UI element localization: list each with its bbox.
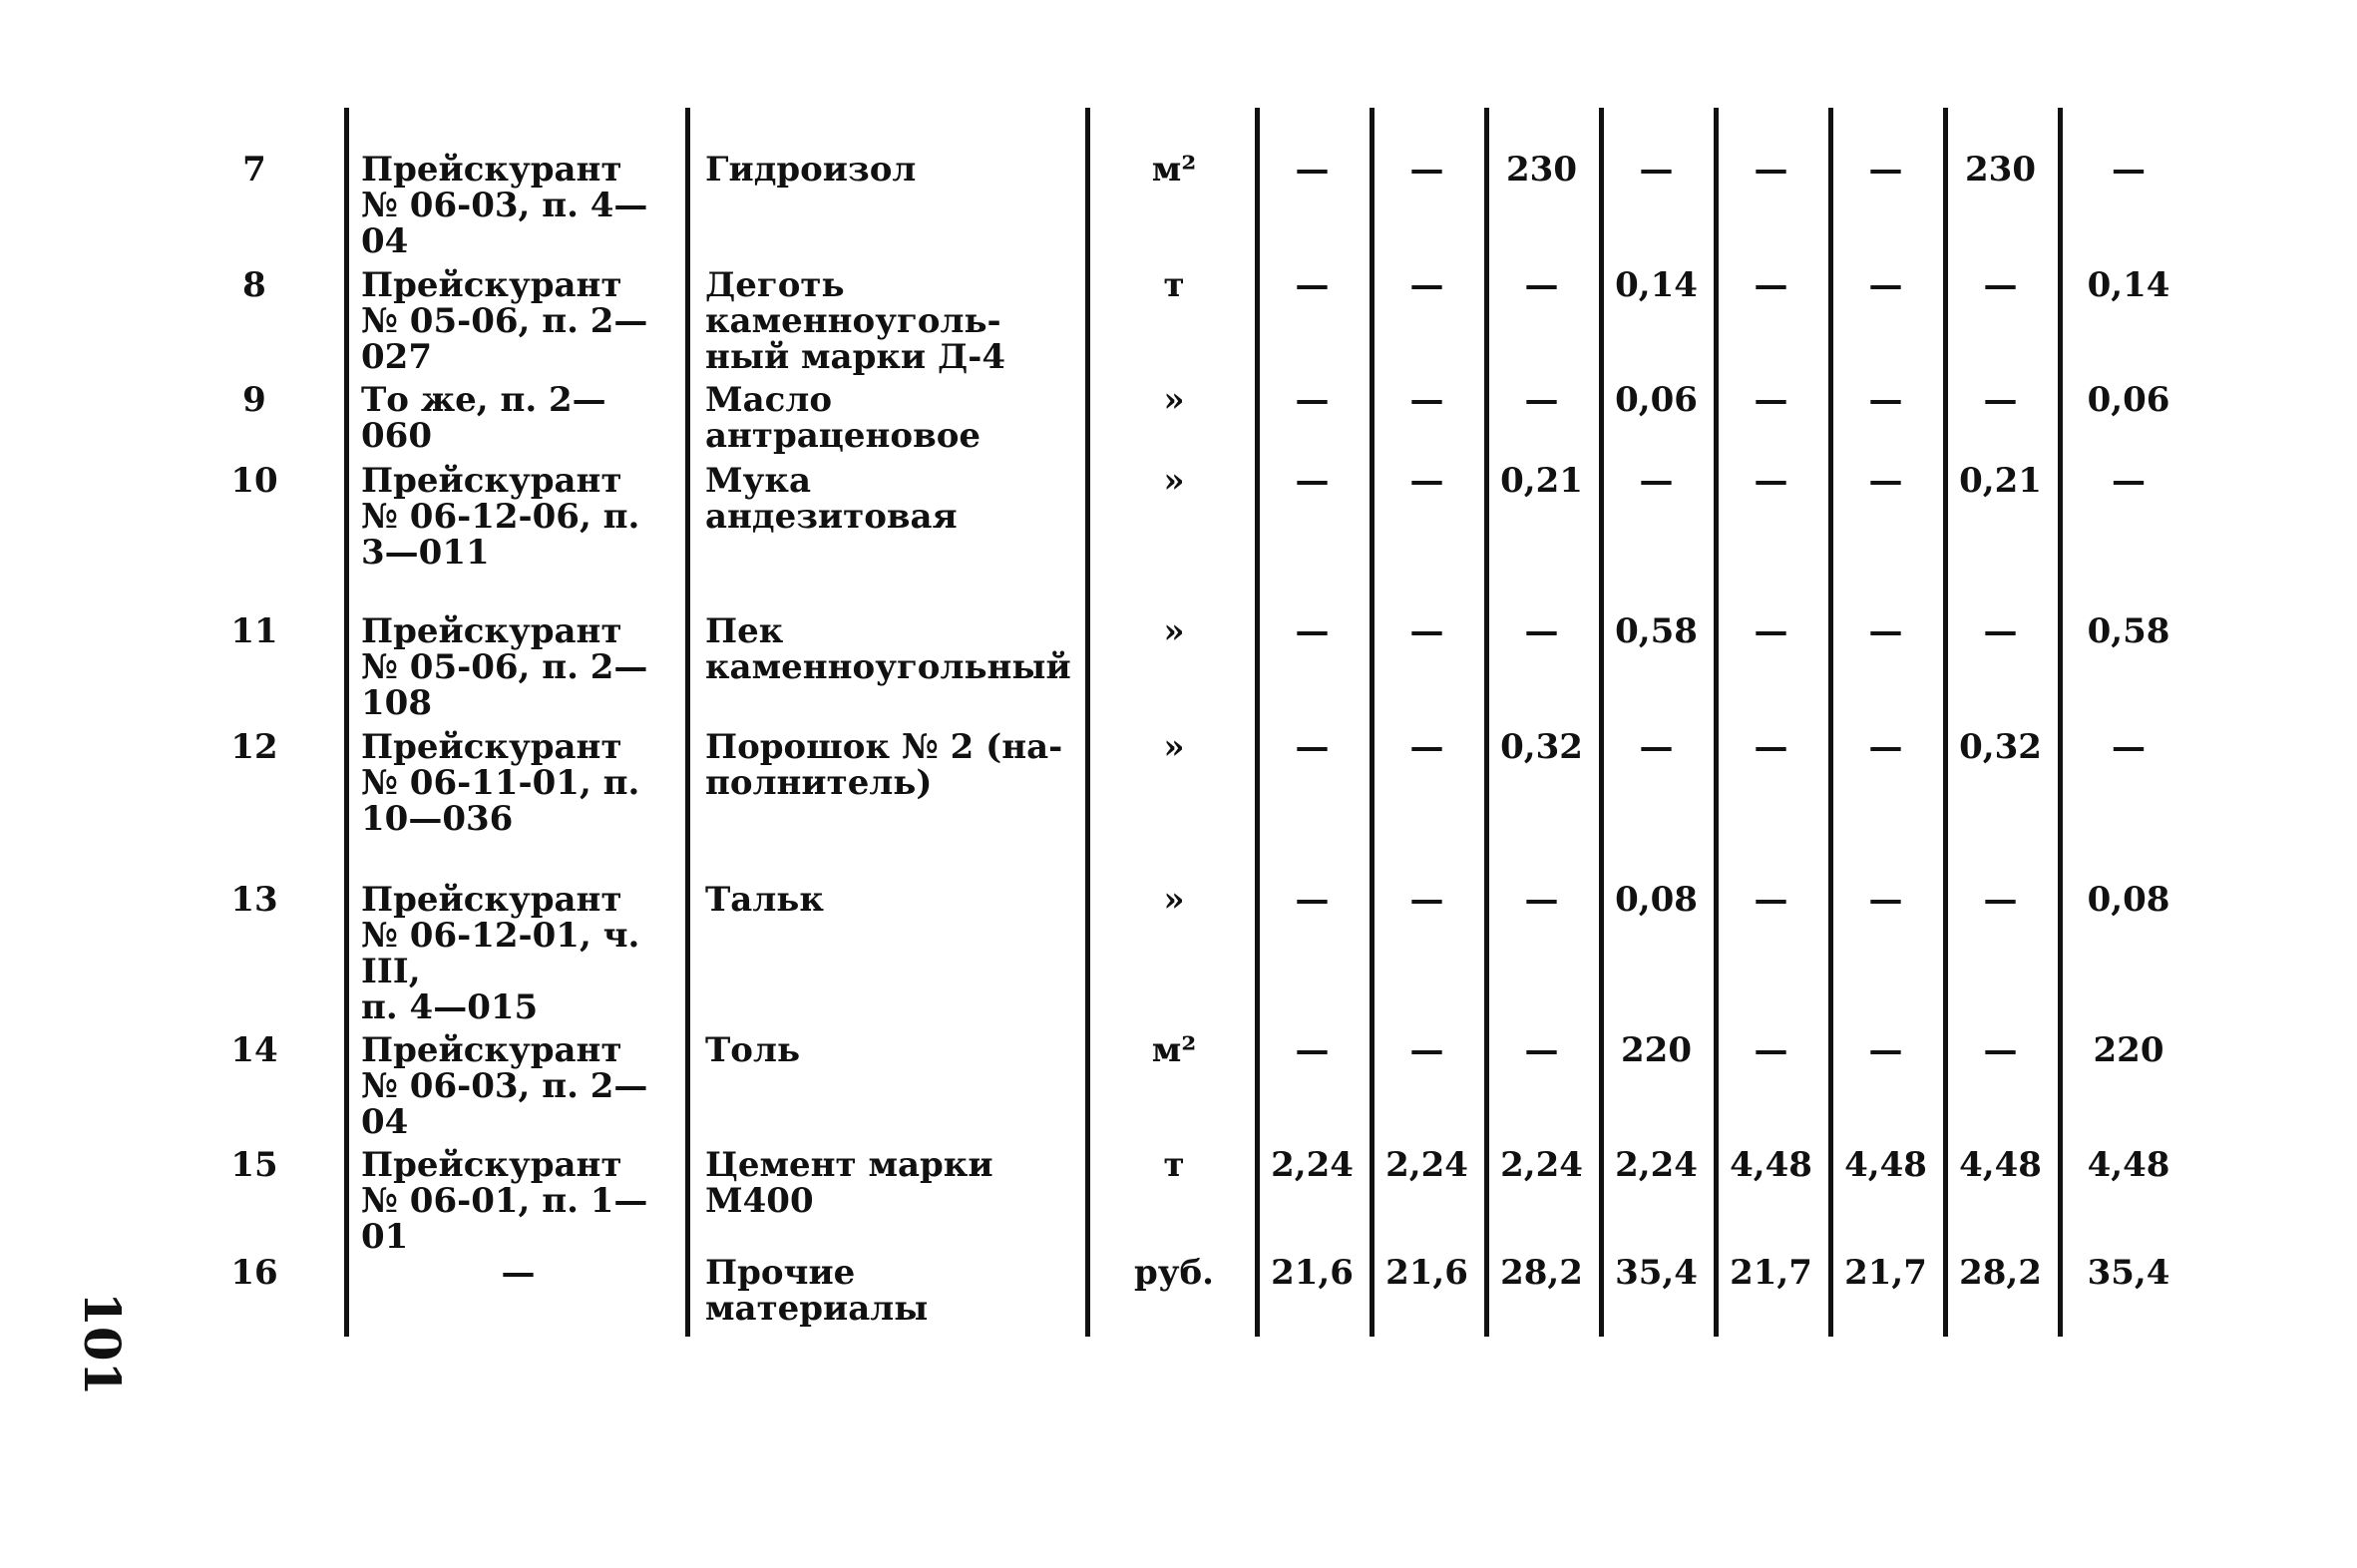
quantity-cell: 35,4 (1615, 1253, 1698, 1293)
unit-of-measure: » (1163, 611, 1185, 651)
quantity-cell: — (1409, 611, 1444, 651)
quantity-cell: 0,58 (2087, 611, 2170, 651)
unit-of-measure: » (1163, 880, 1185, 920)
quantity-cell: 4,48 (1844, 1145, 1927, 1185)
quantity-cell: — (1868, 1030, 1903, 1070)
quantity-cell: — (2112, 461, 2146, 501)
price-list-reference: Прейскурант № 06-12-01, ч. III, п. 4—015 (361, 880, 640, 1027)
quantity-cell: 21,6 (1271, 1253, 1354, 1293)
quantity-cell: 0,32 (1500, 727, 1583, 767)
quantity-cell: 4,48 (1730, 1145, 1812, 1185)
quantity-cell: — (1524, 265, 1559, 305)
price-list-reference: То же, п. 2—060 (361, 380, 606, 456)
quantity-cell: 0,06 (1615, 380, 1698, 420)
quantity-cell: — (1983, 380, 2018, 420)
quantity-cell: 2,24 (1615, 1145, 1698, 1185)
unit-of-measure: м² (1151, 1030, 1197, 1070)
unit-of-measure: руб. (1133, 1253, 1215, 1293)
row-number: 8 (242, 265, 266, 305)
quantity-cell: — (1983, 1030, 2018, 1070)
price-list-reference: Прейскурант № 06-11-01, п. 10—036 (361, 727, 640, 839)
quantity-cell: — (1868, 150, 1903, 190)
quantity-cell: — (1295, 727, 1330, 767)
quantity-cell: — (1754, 265, 1788, 305)
quantity-cell: 2,24 (1500, 1145, 1583, 1185)
quantity-cell: — (1409, 1030, 1444, 1070)
unit-of-measure: т (1163, 265, 1185, 305)
material-name: Гидроизол (705, 150, 917, 190)
price-list-reference: Прейскурант № 06-12-06, п. 3—011 (361, 461, 640, 573)
quantity-cell: 220 (1621, 1030, 1692, 1070)
quantity-cell: 35,4 (2087, 1253, 2170, 1293)
quantity-cell: 21,7 (1844, 1253, 1927, 1293)
quantity-cell: — (1524, 1030, 1559, 1070)
quantity-cell: — (1295, 880, 1330, 920)
quantity-cell: — (1295, 380, 1330, 420)
quantity-cell: — (2112, 150, 2146, 190)
quantity-cell: — (1639, 727, 1674, 767)
quantity-cell: — (1639, 461, 1674, 501)
quantity-cell: — (1524, 611, 1559, 651)
quantity-cell: — (1524, 880, 1559, 920)
quantity-cell: — (1409, 880, 1444, 920)
quantity-cell: — (1754, 1030, 1788, 1070)
quantity-cell: 28,2 (1500, 1253, 1583, 1293)
quantity-cell: 0,58 (1615, 611, 1698, 651)
row-number: 14 (230, 1030, 278, 1070)
quantity-cell: 230 (1965, 150, 2036, 190)
material-name: Масло антраценовое (705, 380, 982, 456)
quantity-cell: — (1868, 461, 1903, 501)
quantity-cell: — (2112, 727, 2146, 767)
quantity-cell: 4,48 (1959, 1145, 2042, 1185)
page-number: 101 (73, 1292, 132, 1396)
quantity-cell: — (1295, 611, 1330, 651)
quantity-cell: — (1754, 611, 1788, 651)
quantity-cell: 220 (2093, 1030, 2164, 1070)
row-number: 9 (242, 380, 266, 420)
quantity-cell: — (1983, 265, 2018, 305)
quantity-cell: — (1983, 611, 2018, 651)
quantity-cell: — (1868, 880, 1903, 920)
quantity-cell: — (1409, 380, 1444, 420)
price-list-reference: Прейскурант № 05-06, п. 2—027 (361, 265, 648, 377)
row-number: 11 (230, 611, 278, 651)
quantity-cell: 4,48 (2087, 1145, 2170, 1185)
quantity-cell: — (1754, 150, 1788, 190)
unit-of-measure: » (1163, 461, 1185, 501)
price-list-reference: — (501, 1253, 536, 1293)
quantity-cell: — (1983, 880, 2018, 920)
quantity-cell: — (1409, 150, 1444, 190)
price-list-reference: Прейскурант № 06-03, п. 2—04 (361, 1030, 648, 1142)
quantity-cell: 21,6 (1385, 1253, 1468, 1293)
unit-of-measure: » (1163, 380, 1185, 420)
quantity-cell: — (1409, 461, 1444, 501)
quantity-cell: — (1754, 461, 1788, 501)
row-number: 10 (230, 461, 278, 501)
material-name: Деготь каменноуголь- ный марки Д-4 (705, 265, 1005, 377)
material-name: Порошок № 2 (на- полнитель) (705, 727, 1063, 803)
price-list-reference: Прейскурант № 05-06, п. 2—108 (361, 611, 648, 723)
row-number: 12 (230, 727, 278, 767)
quantity-cell: — (1868, 380, 1903, 420)
material-name: Прочие материалы (705, 1253, 929, 1329)
quantity-cell: 230 (1506, 150, 1577, 190)
quantity-cell: — (1524, 380, 1559, 420)
price-list-reference: Прейскурант № 06-03, п. 4—04 (361, 150, 648, 261)
quantity-cell: 0,08 (1615, 880, 1698, 920)
quantity-cell: 0,32 (1959, 727, 2042, 767)
quantity-cell: — (1295, 461, 1330, 501)
unit-of-measure: м² (1151, 150, 1197, 190)
quantity-cell: — (1754, 727, 1788, 767)
quantity-cell: — (1639, 150, 1674, 190)
material-name: Мука андезитовая (705, 461, 958, 537)
quantity-cell: — (1868, 265, 1903, 305)
row-number: 7 (242, 150, 266, 190)
column-rule (344, 108, 349, 1337)
quantity-cell: 0,06 (2087, 380, 2170, 420)
quantity-cell: — (1868, 727, 1903, 767)
row-number: 16 (230, 1253, 278, 1293)
quantity-cell: 2,24 (1271, 1145, 1354, 1185)
quantity-cell: 21,7 (1730, 1253, 1812, 1293)
unit-of-measure: т (1163, 1145, 1185, 1185)
row-number: 13 (230, 880, 278, 920)
quantity-cell: — (1754, 380, 1788, 420)
quantity-cell: 0,14 (1615, 265, 1698, 305)
material-name: Толь (705, 1030, 801, 1070)
quantity-cell: 0,21 (1500, 461, 1583, 501)
quantity-cell: — (1868, 611, 1903, 651)
quantity-cell: — (1295, 1030, 1330, 1070)
quantity-cell: 2,24 (1385, 1145, 1468, 1185)
price-list-reference: Прейскурант № 06-01, п. 1—01 (361, 1145, 648, 1257)
quantity-cell: — (1409, 727, 1444, 767)
quantity-cell: 0,08 (2087, 880, 2170, 920)
row-number: 15 (230, 1145, 278, 1185)
quantity-cell: — (1295, 150, 1330, 190)
column-rule (1085, 108, 1090, 1337)
material-name: Пек каменноугольный (705, 611, 1071, 687)
quantity-cell: 0,14 (2087, 265, 2170, 305)
unit-of-measure: » (1163, 727, 1185, 767)
material-name: Тальк (705, 880, 824, 920)
quantity-cell: — (1409, 265, 1444, 305)
quantity-cell: — (1295, 265, 1330, 305)
material-name: Цемент марки М400 (705, 1145, 993, 1221)
quantity-cell: 28,2 (1959, 1253, 2042, 1293)
quantity-cell: — (1754, 880, 1788, 920)
column-rule (685, 108, 690, 1337)
quantity-cell: 0,21 (1959, 461, 2042, 501)
